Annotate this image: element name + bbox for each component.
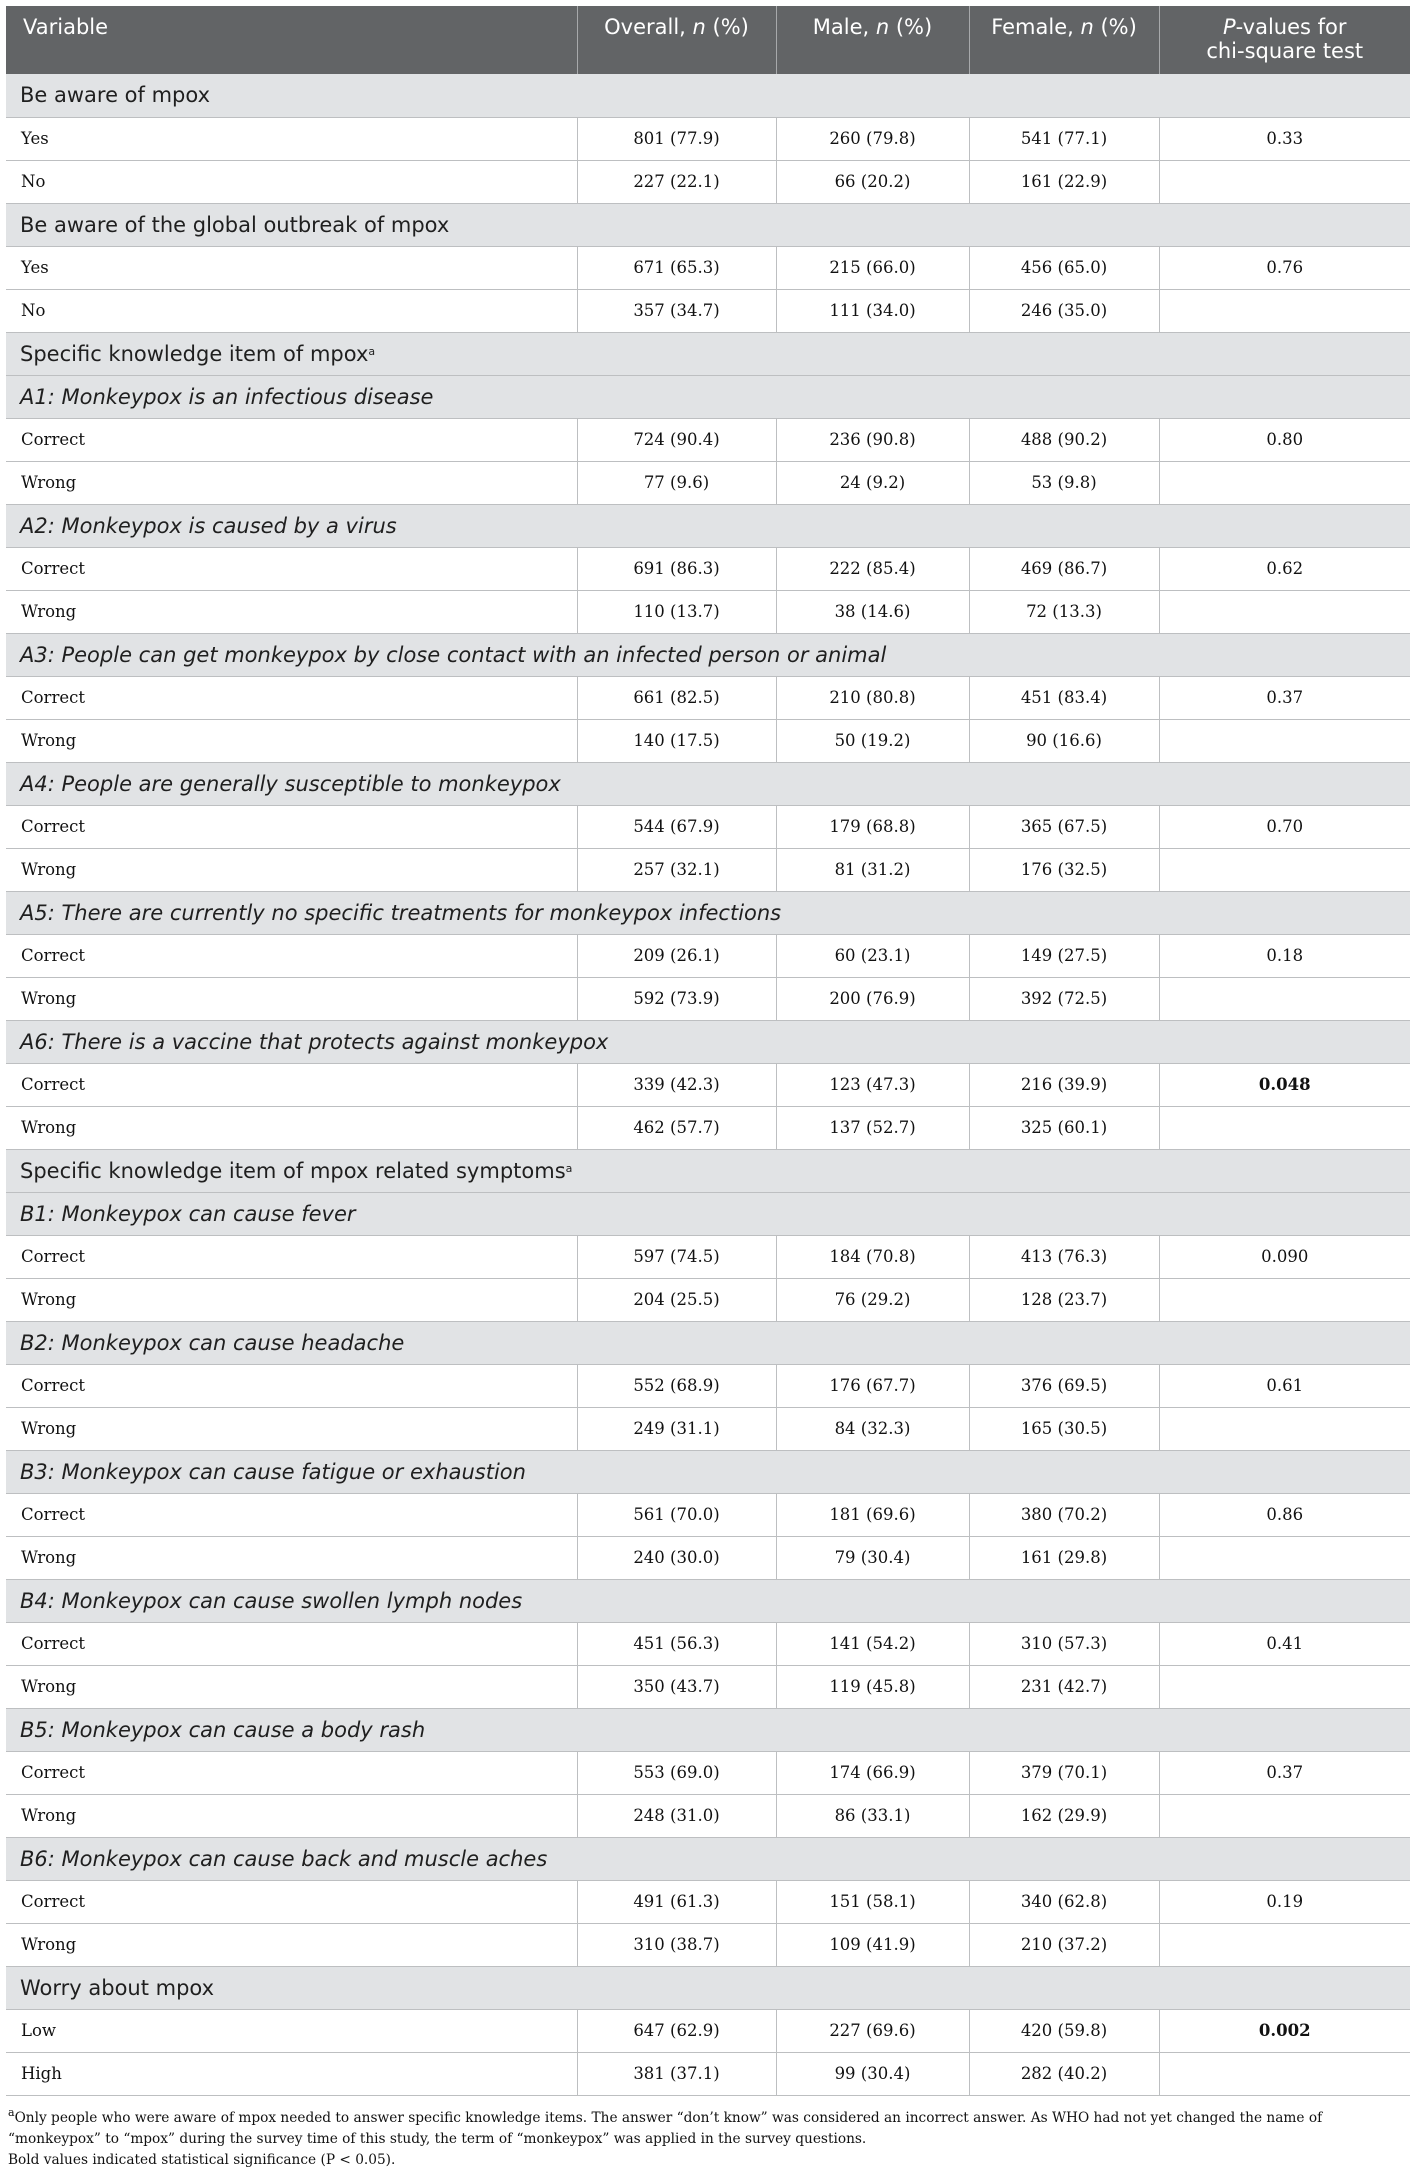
cell-male: 109 (41.9) — [776, 1923, 969, 1966]
cell-male: 151 (58.1) — [776, 1880, 969, 1923]
cell-overall: 647 (62.9) — [577, 2009, 776, 2052]
section-row — [6, 1837, 1410, 1880]
row-label: Yes — [6, 246, 577, 289]
table-row — [6, 719, 1410, 762]
table-footnotes — [8, 2108, 1408, 2171]
row-label: Correct — [6, 1622, 577, 1665]
cell-female: 282 (40.2) — [969, 2052, 1159, 2095]
row-label: Wrong — [6, 1536, 577, 1579]
row-label: Low — [6, 2009, 577, 2052]
table-row — [6, 418, 1410, 461]
cell-female: 456 (65.0) — [969, 246, 1159, 289]
section-row — [6, 74, 1410, 117]
cell-overall: 357 (34.7) — [577, 289, 776, 332]
row-label: Wrong — [6, 1278, 577, 1321]
table-row — [6, 117, 1410, 160]
table-row — [6, 1235, 1410, 1278]
row-label: Correct — [6, 1364, 577, 1407]
cell-male: 24 (9.2) — [776, 461, 969, 504]
section-row — [6, 504, 1410, 547]
section-row — [6, 891, 1410, 934]
cell-p-value — [1159, 1536, 1410, 1579]
cell-female: 161 (29.8) — [969, 1536, 1159, 1579]
section-title: B1: Monkeypox can cause fever — [6, 1192, 1410, 1235]
table-row — [6, 2009, 1410, 2052]
row-label: Correct — [6, 1493, 577, 1536]
cell-overall: 671 (65.3) — [577, 246, 776, 289]
row-label: Yes — [6, 117, 577, 160]
table-row — [6, 547, 1410, 590]
table-row — [6, 1407, 1410, 1450]
section-row — [6, 1450, 1410, 1493]
cell-female: 413 (76.3) — [969, 1235, 1159, 1278]
section-row — [6, 633, 1410, 676]
cell-male: 184 (70.8) — [776, 1235, 969, 1278]
section-title: A2: Monkeypox is caused by a virus — [6, 504, 1410, 547]
cell-p-value: 0.33 — [1159, 117, 1410, 160]
cell-overall: 240 (30.0) — [577, 1536, 776, 1579]
row-label: Correct — [6, 1880, 577, 1923]
row-label: Wrong — [6, 461, 577, 504]
cell-male: 81 (31.2) — [776, 848, 969, 891]
cell-female: 176 (32.5) — [969, 848, 1159, 891]
cell-male: 99 (30.4) — [776, 2052, 969, 2095]
cell-female: 469 (86.7) — [969, 547, 1159, 590]
header-variable: Variable — [6, 6, 577, 74]
cell-p-value: 0.76 — [1159, 246, 1410, 289]
cell-overall: 801 (77.9) — [577, 117, 776, 160]
cell-overall: 140 (17.5) — [577, 719, 776, 762]
cell-male: 222 (85.4) — [776, 547, 969, 590]
cell-female: 340 (62.8) — [969, 1880, 1159, 1923]
table-container — [6, 6, 1410, 2096]
table-row — [6, 590, 1410, 633]
table-row — [6, 246, 1410, 289]
cell-p-value: 0.37 — [1159, 676, 1410, 719]
cell-female: 365 (67.5) — [969, 805, 1159, 848]
cell-female: 53 (9.8) — [969, 461, 1159, 504]
cell-p-value — [1159, 289, 1410, 332]
cell-p-value — [1159, 1106, 1410, 1149]
cell-female: 379 (70.1) — [969, 1751, 1159, 1794]
section-row — [6, 375, 1410, 418]
cell-female: 451 (83.4) — [969, 676, 1159, 719]
cell-male: 111 (34.0) — [776, 289, 969, 332]
table-row — [6, 1364, 1410, 1407]
table-row — [6, 805, 1410, 848]
cell-male: 260 (79.8) — [776, 117, 969, 160]
table-row — [6, 1536, 1410, 1579]
row-label: Correct — [6, 1063, 577, 1106]
table-row — [6, 1622, 1410, 1665]
cell-overall: 248 (31.0) — [577, 1794, 776, 1837]
row-label: Correct — [6, 805, 577, 848]
cell-male: 84 (32.3) — [776, 1407, 969, 1450]
cell-male: 174 (66.9) — [776, 1751, 969, 1794]
cell-male: 76 (29.2) — [776, 1278, 969, 1321]
cell-female: 488 (90.2) — [969, 418, 1159, 461]
row-label: No — [6, 160, 577, 203]
cell-overall: 661 (82.5) — [577, 676, 776, 719]
cell-overall: 209 (26.1) — [577, 934, 776, 977]
cell-p-value: 0.70 — [1159, 805, 1410, 848]
header-female: Female, n (%) — [969, 6, 1159, 74]
section-title: A6: There is a vaccine that protects against monkeypox — [6, 1020, 1410, 1063]
table-row — [6, 934, 1410, 977]
cell-overall: 257 (32.1) — [577, 848, 776, 891]
cell-female: 216 (39.9) — [969, 1063, 1159, 1106]
cell-overall: 553 (69.0) — [577, 1751, 776, 1794]
cell-p-value — [1159, 1923, 1410, 1966]
cell-female: 541 (77.1) — [969, 117, 1159, 160]
table-row — [6, 160, 1410, 203]
cell-male: 50 (19.2) — [776, 719, 969, 762]
cell-male: 137 (52.7) — [776, 1106, 969, 1149]
table-row — [6, 1493, 1410, 1536]
cell-p-value — [1159, 1407, 1410, 1450]
cell-p-value — [1159, 977, 1410, 1020]
cell-p-value — [1159, 590, 1410, 633]
row-label: High — [6, 2052, 577, 2095]
cell-overall: 691 (86.3) — [577, 547, 776, 590]
cell-male: 38 (14.6) — [776, 590, 969, 633]
table-row — [6, 977, 1410, 1020]
cell-female: 161 (22.9) — [969, 160, 1159, 203]
row-label: Wrong — [6, 719, 577, 762]
cell-male: 215 (66.0) — [776, 246, 969, 289]
cell-p-value: 0.37 — [1159, 1751, 1410, 1794]
section-row — [6, 1708, 1410, 1751]
cell-overall: 227 (22.1) — [577, 160, 776, 203]
cell-p-value: 0.002 — [1159, 2009, 1410, 2052]
cell-overall: 77 (9.6) — [577, 461, 776, 504]
row-label: Correct — [6, 676, 577, 719]
row-label: Wrong — [6, 1407, 577, 1450]
cell-p-value: 0.41 — [1159, 1622, 1410, 1665]
cell-male: 210 (80.8) — [776, 676, 969, 719]
section-row — [6, 332, 1410, 375]
cell-male: 60 (23.1) — [776, 934, 969, 977]
cell-male: 86 (33.1) — [776, 1794, 969, 1837]
row-label: Wrong — [6, 848, 577, 891]
row-label: Correct — [6, 418, 577, 461]
section-row — [6, 1579, 1410, 1622]
cell-overall: 561 (70.0) — [577, 1493, 776, 1536]
cell-p-value: 0.18 — [1159, 934, 1410, 977]
section-title: B4: Monkeypox can cause swollen lymph nodes — [6, 1579, 1410, 1622]
cell-female: 231 (42.7) — [969, 1665, 1159, 1708]
table-row — [6, 1665, 1410, 1708]
cell-male: 179 (68.8) — [776, 805, 969, 848]
cell-female: 165 (30.5) — [969, 1407, 1159, 1450]
cell-overall: 597 (74.5) — [577, 1235, 776, 1278]
section-row — [6, 1192, 1410, 1235]
row-label: Correct — [6, 1235, 577, 1278]
cell-overall: 462 (57.7) — [577, 1106, 776, 1149]
section-title: A3: People can get monkeypox by close contact with an infected person or animal — [6, 633, 1410, 676]
cell-p-value — [1159, 1665, 1410, 1708]
section-title: B6: Monkeypox can cause back and muscle aches — [6, 1837, 1410, 1880]
row-label: Wrong — [6, 1923, 577, 1966]
cell-overall: 381 (37.1) — [577, 2052, 776, 2095]
cell-male: 123 (47.3) — [776, 1063, 969, 1106]
table-row — [6, 1063, 1410, 1106]
table-row — [6, 1751, 1410, 1794]
table-row — [6, 2052, 1410, 2095]
table-row — [6, 676, 1410, 719]
cell-overall: 204 (25.5) — [577, 1278, 776, 1321]
section-title: Be aware of mpox — [6, 74, 1410, 117]
cell-female: 325 (60.1) — [969, 1106, 1159, 1149]
section-title: B5: Monkeypox can cause a body rash — [6, 1708, 1410, 1751]
table-row — [6, 1880, 1410, 1923]
cell-p-value — [1159, 2052, 1410, 2095]
cell-female: 392 (72.5) — [969, 977, 1159, 1020]
section-row — [6, 1966, 1410, 2009]
cell-p-value — [1159, 1794, 1410, 1837]
table-row — [6, 1923, 1410, 1966]
table-row — [6, 461, 1410, 504]
cell-male: 66 (20.2) — [776, 160, 969, 203]
header-overall: Overall, n (%) — [577, 6, 776, 74]
cell-overall: 451 (56.3) — [577, 1622, 776, 1665]
cell-male: 176 (67.7) — [776, 1364, 969, 1407]
row-label: No — [6, 289, 577, 332]
cell-female: 90 (16.6) — [969, 719, 1159, 762]
cell-male: 119 (45.8) — [776, 1665, 969, 1708]
row-label: Wrong — [6, 1665, 577, 1708]
row-label: Wrong — [6, 590, 577, 633]
section-row — [6, 762, 1410, 805]
section-title: A4: People are generally susceptible to monkeypox — [6, 762, 1410, 805]
cell-female: 380 (70.2) — [969, 1493, 1159, 1536]
row-label: Wrong — [6, 977, 577, 1020]
data-table — [6, 6, 1410, 2096]
cell-male: 181 (69.6) — [776, 1493, 969, 1536]
table-header — [6, 6, 1410, 74]
section-title: A1: Monkeypox is an infectious disease — [6, 375, 1410, 418]
cell-male: 200 (76.9) — [776, 977, 969, 1020]
cell-female: 72 (13.3) — [969, 590, 1159, 633]
section-row — [6, 1149, 1410, 1192]
cell-overall: 339 (42.3) — [577, 1063, 776, 1106]
section-title: Specific knowledge item of mpox related symptoms$^a$ — [6, 1149, 1410, 1192]
cell-p-value — [1159, 719, 1410, 762]
footnote-bold: Bold values indicated statistical significance (P < 0.05). — [8, 2152, 396, 2168]
cell-male: 236 (90.8) — [776, 418, 969, 461]
cell-female: 210 (37.2) — [969, 1923, 1159, 1966]
cell-female: 128 (23.7) — [969, 1278, 1159, 1321]
cell-female: 149 (27.5) — [969, 934, 1159, 977]
row-label: Wrong — [6, 1106, 577, 1149]
cell-p-value: 0.61 — [1159, 1364, 1410, 1407]
section-title: B3: Monkeypox can cause fatigue or exhaustion — [6, 1450, 1410, 1493]
cell-overall: 110 (13.7) — [577, 590, 776, 633]
table-row — [6, 848, 1410, 891]
section-title: A5: There are currently no specific treatments for monkeypox infections — [6, 891, 1410, 934]
section-row — [6, 1321, 1410, 1364]
section-title: B2: Monkeypox can cause headache — [6, 1321, 1410, 1364]
section-row — [6, 203, 1410, 246]
cell-male: 227 (69.6) — [776, 2009, 969, 2052]
row-label: Wrong — [6, 1794, 577, 1837]
cell-p-value: 0.62 — [1159, 547, 1410, 590]
table-body — [6, 74, 1410, 2095]
cell-female: 246 (35.0) — [969, 289, 1159, 332]
cell-p-value — [1159, 461, 1410, 504]
table-row — [6, 1278, 1410, 1321]
footnote-a: $^a$Only people who were aware of mpox needed to answer specific knowledge items. The answer “don’t know” was considered an incorrect answer. As WHO had not yet changed the name of “monkeypox” to “mpox” during the survey time of this study, the term of “monkeypox” was applied in the survey questions. — [8, 2106, 1323, 2147]
cell-p-value — [1159, 160, 1410, 203]
row-label: Correct — [6, 1751, 577, 1794]
cell-overall: 350 (43.7) — [577, 1665, 776, 1708]
cell-p-value: 0.19 — [1159, 1880, 1410, 1923]
header-p-values: P-values for chi-square test — [1159, 6, 1410, 74]
table-row — [6, 289, 1410, 332]
cell-overall: 552 (68.9) — [577, 1364, 776, 1407]
section-title: Be aware of the global outbreak of mpox — [6, 203, 1410, 246]
cell-p-value: 0.090 — [1159, 1235, 1410, 1278]
section-title: Worry about mpox — [6, 1966, 1410, 2009]
cell-male: 79 (30.4) — [776, 1536, 969, 1579]
table-row — [6, 1106, 1410, 1149]
cell-overall: 491 (61.3) — [577, 1880, 776, 1923]
header-male: Male, n (%) — [776, 6, 969, 74]
cell-female: 310 (57.3) — [969, 1622, 1159, 1665]
cell-p-value: 0.86 — [1159, 1493, 1410, 1536]
cell-p-value: 0.80 — [1159, 418, 1410, 461]
cell-p-value: 0.048 — [1159, 1063, 1410, 1106]
cell-female: 376 (69.5) — [969, 1364, 1159, 1407]
cell-female: 420 (59.8) — [969, 2009, 1159, 2052]
section-title: Specific knowledge item of mpox$^a$ — [6, 332, 1410, 375]
row-label: Correct — [6, 934, 577, 977]
table-row — [6, 1794, 1410, 1837]
section-row — [6, 1020, 1410, 1063]
cell-female: 162 (29.9) — [969, 1794, 1159, 1837]
cell-overall: 724 (90.4) — [577, 418, 776, 461]
cell-overall: 544 (67.9) — [577, 805, 776, 848]
cell-overall: 310 (38.7) — [577, 1923, 776, 1966]
cell-male: 141 (54.2) — [776, 1622, 969, 1665]
cell-overall: 592 (73.9) — [577, 977, 776, 1020]
cell-p-value — [1159, 848, 1410, 891]
cell-p-value — [1159, 1278, 1410, 1321]
cell-overall: 249 (31.1) — [577, 1407, 776, 1450]
row-label: Correct — [6, 547, 577, 590]
